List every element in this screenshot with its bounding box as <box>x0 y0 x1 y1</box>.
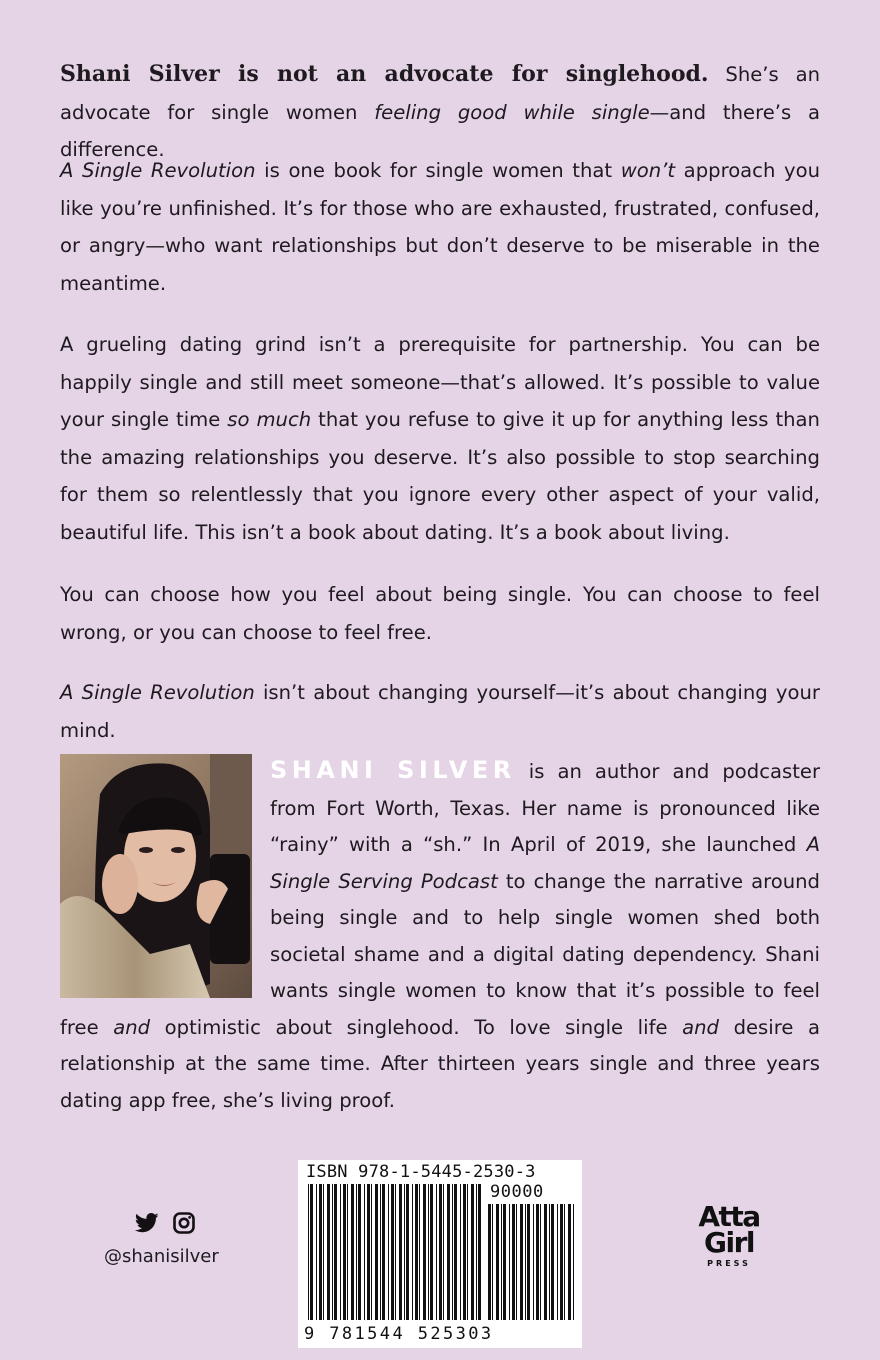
isbn-barcode <box>298 1160 582 1348</box>
isbn-label: ISBN 978-1-5445-2530-3 <box>306 1162 536 1182</box>
paragraph-choose: You can choose how you feel about being single. You can choose to feel wrong, or you can choose to feel free. <box>60 583 820 644</box>
social-icons <box>100 1212 230 1238</box>
social-block <box>100 1212 230 1267</box>
intro-paragraph: Shani Silver is not an advocate for singlehood. She’s an advocate for single women feeling good while single—and there’s a difference. <box>60 61 820 161</box>
barcode-bars <box>298 1160 582 1348</box>
social-handle[interactable]: @shanisilver <box>104 1246 219 1267</box>
publisher-logo: Atta Girl PRESS <box>698 1200 760 1268</box>
author-name: SHANI SILVER <box>270 756 516 784</box>
instagram-icon[interactable] <box>173 1212 195 1238</box>
twitter-icon[interactable] <box>135 1213 159 1237</box>
author-bio: SHANI SILVER is an author and podcaster from Fort Worth, Texas. Her name is pronounced like “rainy” with a “sh.” In April of 2019, she launched A Single Serving Podcast to change the narrative around being single and to help single women shed both societal shame and a digital dating dependency. Shani wants single women to know that it’s possible to feel free and optimistic about singlehood. To love single life and desire a relationship at the same time. After thirteen years single and three years dating app free, she’s living proof. <box>60 756 821 1112</box>
price-code: 90000 <box>490 1182 544 1202</box>
paragraph-single-revolution: A Single Revolution is one book for single women that won’t approach you like you’re unfinished. It’s for those who are exhausted, frustrated, confused, or angry—who want relationships but don’t deserve to be miserable in the meantime. <box>60 159 821 295</box>
author-photo <box>60 754 252 998</box>
lead-sentence: Shani Silver is not an advocate for singlehood. <box>60 61 709 87</box>
barcode-digits: 9 781544 525303 <box>304 1324 494 1344</box>
paragraph-dating-grind: A grueling dating grind isn’t a prerequisite for partnership. You can be happily single and still meet someone—that’s allowed. It’s possible to value your single time so much that you refuse to give it up for anything less than the amazing relationships you deserve. It’s also possible to stop searching for them so relentlessly that you ignore every other aspect of your valid, beautiful life. This isn’t a book about dating. It’s a book about living. <box>60 333 820 544</box>
paragraph-changing-mind: A Single Revolution isn’t about changing yourself—it’s about changing your mind. <box>60 681 820 742</box>
